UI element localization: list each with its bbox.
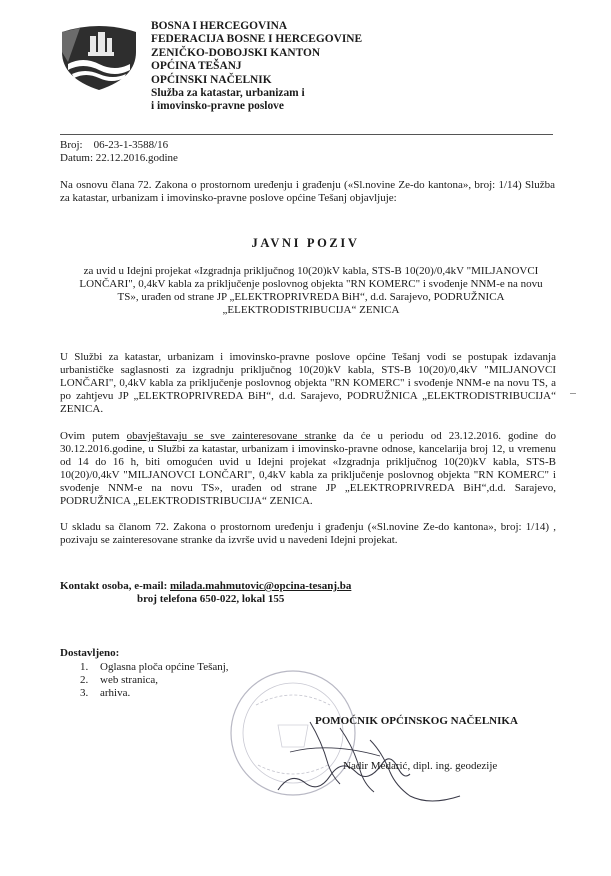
letterhead-line: BOSNA I HERCEGOVINA: [151, 20, 288, 32]
subject-line: LONČARI", 0,4kV kabla za priključenje poslovnog objekta "RN KOMERC" i svođenje NNM-e na novu: [79, 277, 543, 290]
subject-line: „ELEKTRODISTRIBUCIJA“ ZENICA: [222, 303, 400, 316]
notice-highlight: obavještavaju se sve zainteresovane stranke: [126, 430, 337, 442]
contact-block: [60, 580, 351, 606]
body-paragraph-procedure: U Službi za katastar, urbanizam i imovinsko-pravne poslove općine Tešanj vodi se postupak izdavanja urbanističke saglasnosti za izgradnju priključnog 10(20)kV kabla, STS-B 10(20)/0,4kV "MILJANOVCI LONČARI", 0,4kV kabla za priključenje poslovnog objekta "RN KOMERC" i svođenje NNM-e na novu TS, a po zahtjevu JP „ELEKTROPRIVREDA BiH“, d.d. Sarajevo, PODRUŽNICA „ELEKTRODISTRIBUCIJA“ ZENICA.: [60, 351, 556, 415]
body-paragraph-notice: Ovim putem obavještavaju se sve zainteresovane stranke da će u periodu od 23.12.2016. godine do 30.12.2016.godine, u Službi za katastar, urbanizam i imovinsko-pravne odnose, kancelarija broj 12, u vremenu od 14 do 16 h, biti omogućen uvid u Idejni projekat «Izgradnja priključnog 10(20)kV kabla, STS-B 10(20)/0,4kV "MILJANOVCI LONČARI", 0,4kV kabla za priključenje poslovnog objekta "RN KOMERC" i svođenje NNM-e na novu TS», urađen od strane JP „ELEKTROPRIVREDA BiH“,d.d. Sarajevo, PODRUŽNICA „ELEKTRODISTRIBUCIJA“ ZENICA.: [60, 430, 557, 507]
contact-phone: broj telefona 650-022, lokal 155: [137, 593, 285, 605]
letterhead-line: i imovinsko-pravne poslove: [151, 100, 284, 113]
body-paragraph-invitation: U skladu sa članom 72. Zakona o prostornom uređenju i građenju («Sl.novine Ze-do kantona», broj: 1/14) , pozivaju se zainteresovane stranke da izvrše uvid u navedeni Idejni projekat.: [60, 521, 556, 546]
document-title: JAVNI POZIV: [251, 236, 360, 250]
subject-line: TS», urađen od strane JP „ELEKTROPRIVREDA BiH“, d.d. Sarajevo, PODRUŽNICA: [117, 290, 505, 303]
list-item: 2. web stranica,: [91, 674, 229, 687]
distribution-heading: Dostavljeno:: [60, 647, 120, 659]
letterhead-line: OPĆINSKI NAČELNIK: [151, 73, 272, 86]
letterhead-line: FEDERACIJA BOSNE I HERCEGOVINE: [151, 33, 363, 46]
document-date: Datum: 22.12.2016.godine: [60, 151, 178, 164]
list-item: 3. arhiva.: [91, 687, 229, 700]
distribution-items: [60, 661, 229, 700]
contact-email-link[interactable]: milada.mahmutovic@opcina-tesanj.ba: [170, 580, 352, 592]
scan-artifact: [570, 393, 576, 394]
contact-label: Kontakt osoba, e-mail:: [60, 580, 170, 592]
subject-paragraph: [72, 265, 550, 317]
signatory-name: Nadir Medarić, dipl. ing. geodezije: [343, 760, 498, 772]
letterhead-line: OPĆINA TEŠANJ: [151, 60, 242, 73]
intro-paragraph: Na osnovu člana 72. Zakona o prostornom uređenju i građenju («Sl.novine Ze-do kantona», broj: 1/14) Služba za katastar, urbanizam i imovinsko-pravne poslove općine Tešanj objavljuje:: [60, 179, 555, 204]
list-item: 1. Oglasna ploča općine Tešanj,: [91, 661, 229, 674]
coat-of-arms-icon: [58, 22, 140, 92]
header-divider: [60, 134, 553, 135]
letterhead-line: Služba za katastar, urbanizam i: [151, 87, 305, 100]
subject-line: za uvid u Idejni projekat «Izgradnja priključnog 10(20)kV kabla, STS-B 10(20)/0,4kV "MILJANOVCI: [83, 265, 539, 277]
signatory-title: POMOĆNIK OPĆINSKOG NAČELNIKA: [315, 715, 518, 727]
letterhead: [151, 20, 362, 114]
reference-number: Broj: 06-23-1-3588/16: [60, 139, 169, 151]
letterhead-line: ZENIČKO-DOBOJSKI KANTON: [151, 46, 321, 59]
distribution-list: [60, 647, 229, 700]
document-meta: [60, 139, 178, 164]
